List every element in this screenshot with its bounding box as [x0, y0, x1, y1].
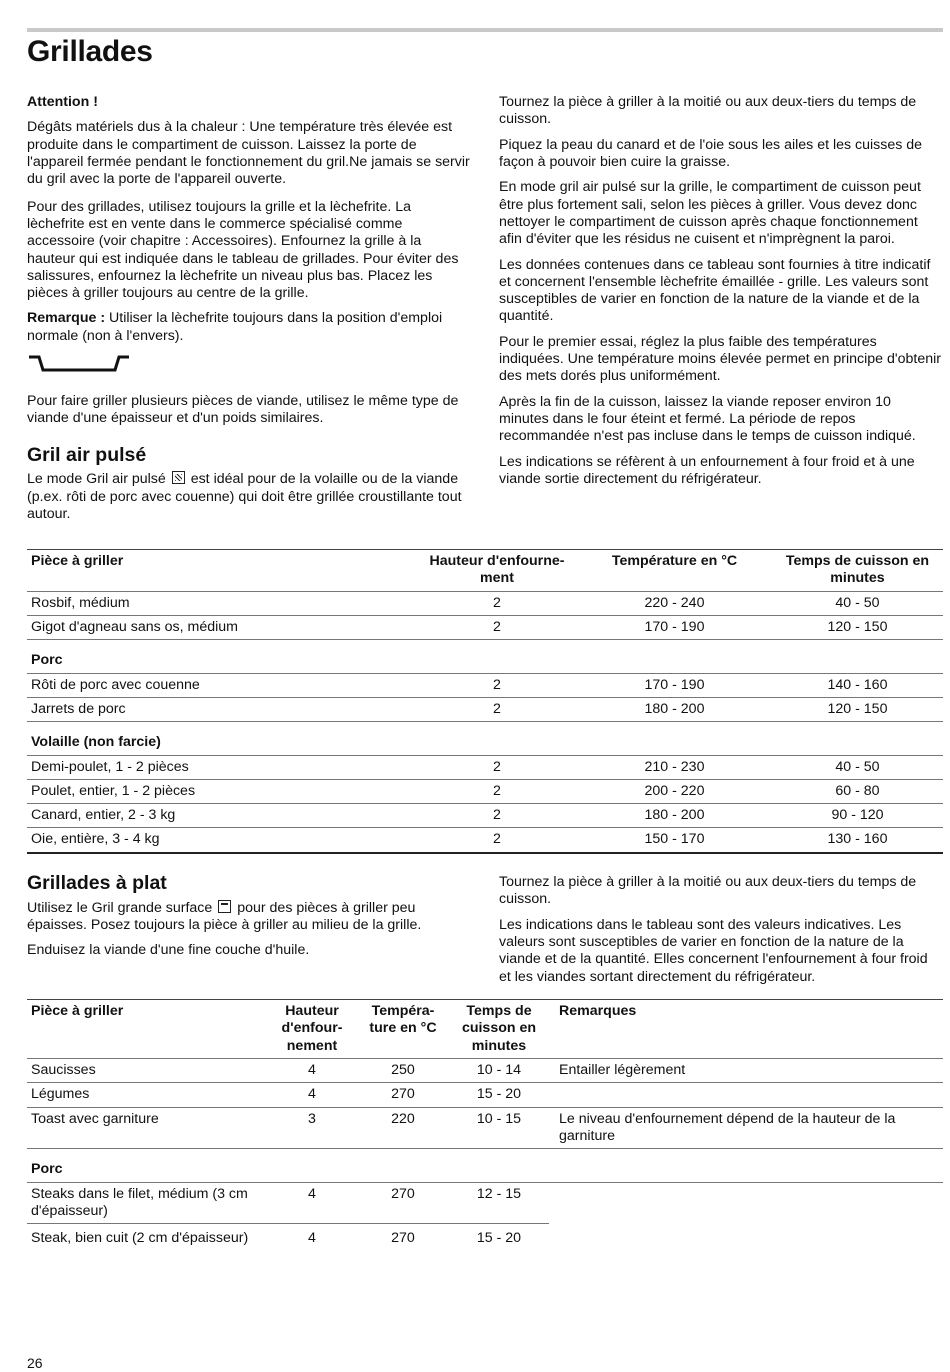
tip-paragraph: En mode gril air pulsé sur la grille, le compartiment de cuisson peut être plus fortement sali, selon les pièces à griller. Vous devez donc nettoyer le compartiment de cuisson après chaque fonctionnement afin d'éviter que les résidus ne cuisent et n'imprègnent la paroi. [499, 179, 921, 248]
table-cell: 170 - 190 [577, 673, 772, 697]
table-cell: 4 [267, 1058, 357, 1082]
intro-left-column [27, 94, 472, 531]
gril-air-heading: Gril air pulsé [27, 443, 147, 466]
table-row [27, 615, 943, 639]
column-header: Temps de cuisson en minutes [772, 550, 943, 592]
convection-grill-icon [172, 471, 185, 484]
table-cell: 220 - 240 [577, 591, 772, 615]
lechefrite-position-icon [27, 353, 472, 393]
table-cell: Saucisses [27, 1058, 267, 1082]
column-header: Remarques [549, 1000, 943, 1059]
table-cell: 10 - 15 [449, 1107, 549, 1149]
table-cell: 40 - 50 [772, 755, 943, 779]
table-row [27, 779, 943, 803]
table-cell: 15 - 20 [476, 1230, 522, 1247]
column-header: Hauteur d'enfour-nement [267, 1000, 357, 1059]
table-cell: 4 [267, 1083, 357, 1107]
table-cell: Légumes [27, 1083, 267, 1107]
tip-paragraph: Les indications se réfèrent à un enfournement à four froid et à une viande sortie directement du réfrigérateur. [499, 453, 915, 487]
table-header-row [27, 1000, 943, 1059]
tip-paragraph: Piquez la peau du canard et de l'oie sous les ailes et les cuisses de façon à pouvoir bien cuire la graisse. [499, 136, 923, 170]
table-row [27, 673, 943, 697]
table-cell: Canard, entier, 2 - 3 kg [27, 804, 417, 828]
remarque-label: Remarque : [27, 310, 106, 327]
table-section-row [27, 640, 943, 673]
table-cell: 2 [417, 828, 577, 853]
attention-text: Dégâts matériels dus à la chaleur : Une température très élevée est produite dans le compartiment de cuisson. Laissez la porte de l'appareil fermée pendant le fonctionnement du gril.Ne jamais se servir du gril avec la porte de l'appareil ouverte. [27, 119, 470, 188]
table-cell: 40 - 50 [772, 591, 943, 615]
attention-label: Attention ! [27, 94, 98, 110]
grillades-plat-heading: Grillades à plat [27, 872, 167, 894]
table-cell: Rosbif, médium [27, 591, 417, 615]
header-rule [27, 28, 943, 32]
tip-paragraph: Tournez la pièce à griller à la moitié ou aux deux-tiers du temps de cuisson. [499, 874, 917, 908]
table-cell: 270 [357, 1083, 449, 1107]
table-cell: 2 [417, 673, 577, 697]
table-cell: Oie, entière, 3 - 4 kg [27, 828, 417, 853]
tip-paragraph: Après la fin de la cuisson, laissez la viande reposer environ 10 minutes dans le four éteint et fermé. La période de repos recommandée n'est pas incluse dans le temps de cuisson indiqué. [499, 393, 916, 445]
oil-paragraph: Enduisez la viande d'une fine couche d'huile. [27, 942, 310, 959]
table-cell [549, 1224, 943, 1251]
table-row [27, 697, 943, 721]
section-label: Porc [27, 1149, 943, 1182]
table-cell: 2 [417, 804, 577, 828]
plat-right-column [499, 874, 943, 994]
column-header: Tempéra-ture en °C [357, 1000, 449, 1059]
remarque-text: Utiliser la lèchefrite toujours dans la position d'emploi normale (non à l'envers). [27, 310, 443, 344]
section-label: Volaille (non farcie) [27, 722, 943, 755]
table-cell: 60 - 80 [772, 779, 943, 803]
table-cell: 180 - 200 [577, 804, 772, 828]
page-title: Grillades [27, 35, 153, 68]
column-header: Hauteur d'enfourne-ment [417, 550, 577, 592]
tip-paragraph: Les indications dans le tableau sont des valeurs indicatives. Les valeurs sont susceptibles de varier en fonction de la nature de la viande et de la quantité. Elles concernent l'enfournement à four froid et les viandes sortant directement du réfrigérateur. [499, 916, 928, 985]
remarque-paragraph [27, 310, 472, 345]
table-cell: Le niveau d'enfournement dépend de la hauteur de la garniture [549, 1107, 943, 1149]
table-cell: 120 - 150 [772, 697, 943, 721]
table-cell: 130 - 160 [772, 828, 943, 853]
gril-air-text-a: Le mode Gril air pulsé [27, 471, 166, 488]
table-cell [549, 1182, 943, 1224]
table-cell: 200 - 220 [577, 779, 772, 803]
table-row [27, 1083, 943, 1107]
table-cell: 210 - 230 [577, 755, 772, 779]
table-cell: 120 - 150 [772, 615, 943, 639]
table-cell [549, 1083, 943, 1107]
table-cell: Demi-poulet, 1 - 2 pièces [27, 755, 417, 779]
plat-paragraph [27, 900, 472, 935]
column-header: Pièce à griller [27, 1000, 267, 1059]
table-row [27, 828, 943, 853]
column-header: Temps de cuisson en minutes [449, 1000, 549, 1059]
table-row [27, 804, 943, 828]
column-header: Pièce à griller [27, 550, 417, 592]
multiple-pieces-paragraph: Pour faire griller plusieurs pièces de viande, utilisez le même type de viande d'une épaisseur et d'un poids similaires. [27, 393, 459, 427]
tip-paragraph: Tournez la pièce à griller à la moitié ou aux deux-tiers du temps de cuisson. [499, 94, 917, 128]
table-cell: 2 [417, 615, 577, 639]
table-cell: 180 - 200 [577, 697, 772, 721]
table-header-row [27, 550, 943, 592]
table-cell: 15 - 20 [449, 1083, 549, 1107]
table-cell: 220 [357, 1107, 449, 1149]
table-cell: 140 - 160 [772, 673, 943, 697]
table-cell: 150 - 170 [577, 828, 772, 853]
table-cell: Rôti de porc avec couenne [27, 673, 417, 697]
table-row [27, 1182, 943, 1224]
table-cell: Gigot d'agneau sans os, médium [27, 615, 417, 639]
table-cell: 10 - 14 [449, 1058, 549, 1082]
flat-grill-table [27, 999, 943, 1250]
table-cell: 2 [417, 755, 577, 779]
table-cell: 2 [417, 779, 577, 803]
plat-left-column [27, 872, 472, 968]
table-row [27, 1224, 943, 1251]
table-row [27, 755, 943, 779]
column-header: Température en °C [577, 550, 772, 592]
table-cell: 270 [357, 1182, 449, 1224]
intro-paragraph: Pour des grillades, utilisez toujours la grille et la lèchefrite. La lèchefrite est en vente dans le commerce spécialisé comme accessoire (voir chapitre : Accessoires). Enfournez la grille à la hauteur qui est indiquée dans le tableau de grillades. Pour éviter des salissures, enfournez la lèchefrite un niveau plus bas. Placez les pièces à griller toujours au centre de la grille. [27, 198, 459, 302]
table-row [27, 1107, 943, 1149]
grill-table [27, 549, 943, 854]
table-cell: 90 - 120 [772, 804, 943, 828]
full-surface-grill-icon [218, 900, 231, 913]
table-cell: 250 [357, 1058, 449, 1082]
table-cell: Jarrets de porc [27, 697, 417, 721]
table-cell: 4 [308, 1230, 316, 1247]
table-cell: 4 [267, 1182, 357, 1224]
section-label: Porc [27, 640, 943, 673]
gril-air-paragraph [27, 471, 472, 523]
table-cell: 170 - 190 [577, 615, 772, 639]
gril-air-text-b: est idéal pour de la volaille ou de la viande (p.ex. rôti de porc avec couenne) qui doit être grillée croustillante tout autour. [27, 471, 462, 523]
table-cell: 12 - 15 [449, 1182, 549, 1224]
table-row [27, 1058, 943, 1082]
table-cell: Steaks dans le filet, médium (3 cm d'épaisseur) [27, 1182, 267, 1224]
table-cell: Steak, bien cuit (2 cm d'épaisseur) [31, 1230, 249, 1247]
table-row [27, 591, 943, 615]
table-cell: 2 [417, 591, 577, 615]
table-cell: Entailler légèrement [549, 1058, 943, 1082]
plat-text-a: Utilisez le Gril grande surface [27, 899, 213, 916]
table-cell: 2 [417, 697, 577, 721]
table-section-row [27, 722, 943, 755]
table-cell: Poulet, entier, 1 - 2 pièces [27, 779, 417, 803]
tip-paragraph: Pour le premier essai, réglez la plus faible des températures indiquées. Une température moins élevée permet en principe d'obtenir des mets dorés plus uniformément. [499, 333, 941, 385]
table-cell: Toast avec garniture [27, 1107, 267, 1149]
plat-text-b: pour des pièces à griller peu épaisses. Posez toujours la pièce à griller au milieu de la grille. [27, 899, 422, 934]
tip-paragraph: Les données contenues dans ce tableau sont fournies à titre indicatif et concernent l'ensemble lèchefrite émaillée - grille. Les valeurs sont susceptibles de varier en fonction de la nature de la viande et de la quantité. [499, 256, 931, 325]
table-cell: 270 [391, 1230, 415, 1247]
table-section-row [27, 1149, 943, 1182]
intro-right-column [499, 94, 943, 496]
page-number: 26 [27, 1355, 43, 1371]
table-cell: 3 [267, 1107, 357, 1149]
